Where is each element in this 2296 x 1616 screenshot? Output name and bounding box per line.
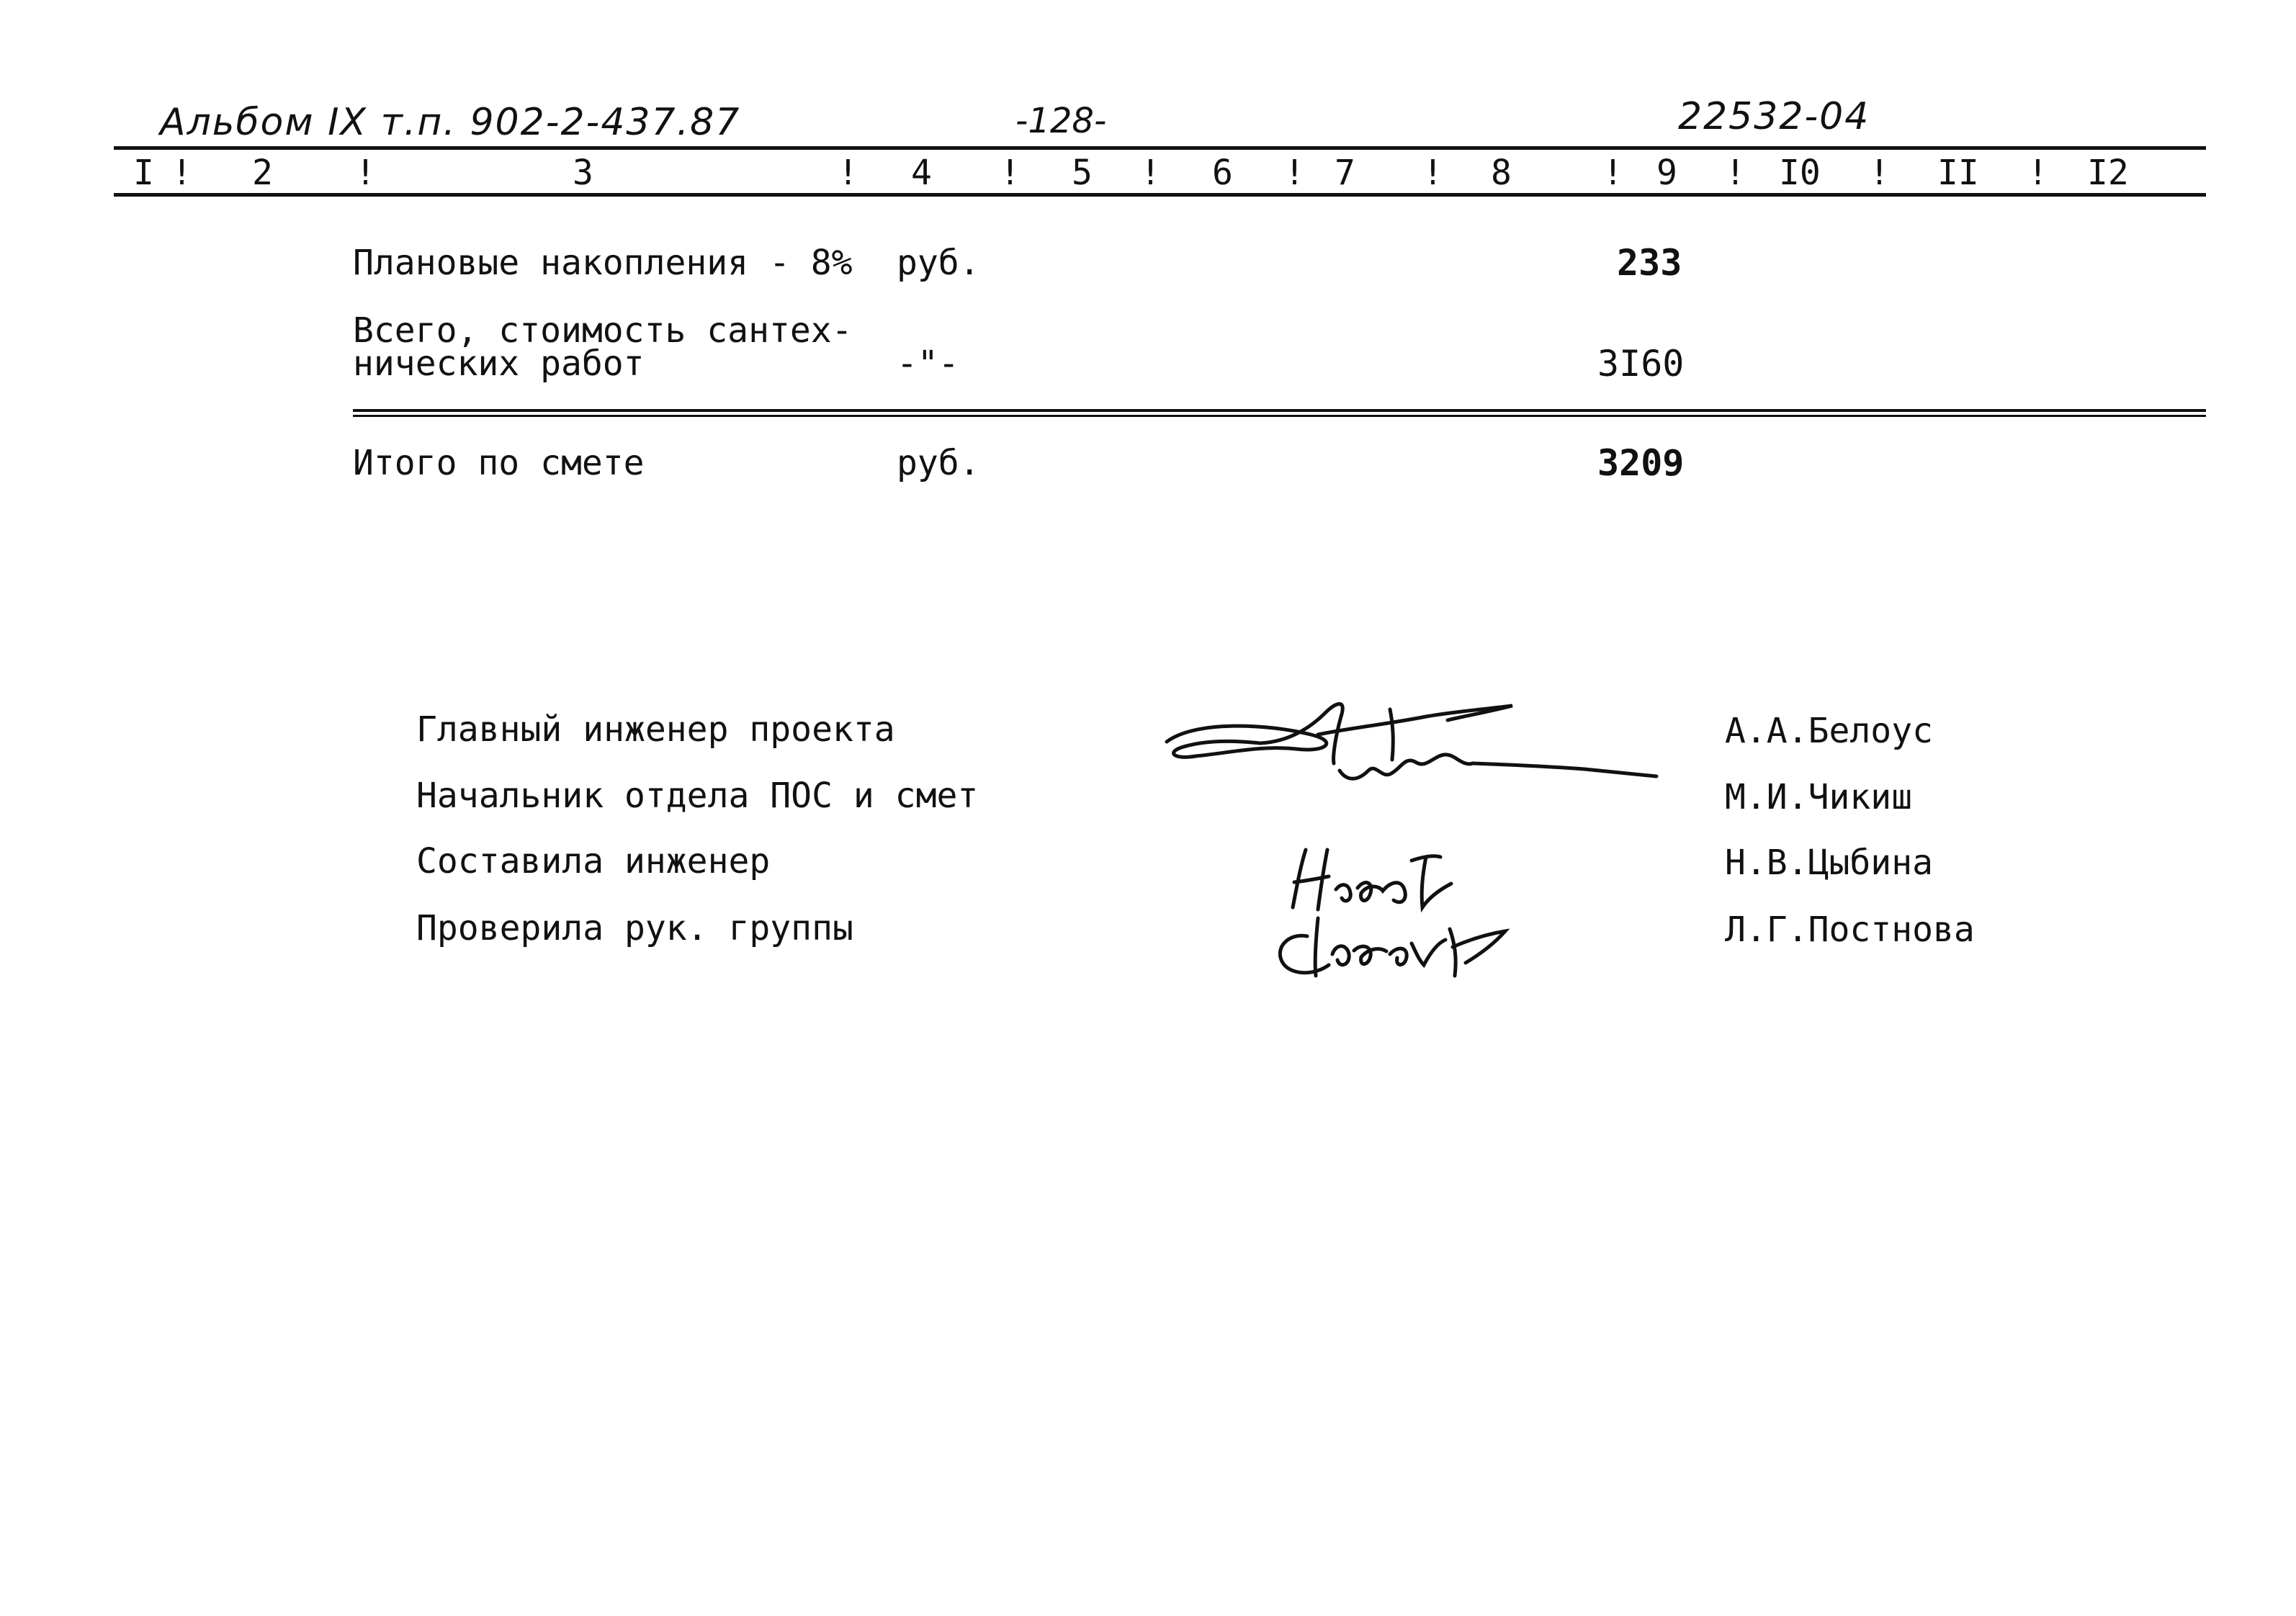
total-rule	[353, 415, 2206, 417]
row-value: 3I60	[1597, 343, 1685, 385]
column-separator: !	[1422, 153, 1443, 193]
column-number: 9	[1656, 153, 1677, 193]
album-reference: Альбом IX т.п. 902-2-437.87	[160, 101, 741, 144]
row-value: 233	[1617, 242, 1682, 284]
column-separator: !	[2027, 153, 2048, 193]
column-separator: !	[1725, 153, 1746, 193]
signature-name: Н.В.Цыбина	[1725, 843, 1933, 883]
column-separator: !	[1140, 153, 1161, 193]
column-separator: !	[838, 153, 858, 193]
row-unit: руб.	[897, 443, 980, 483]
column-number: 6	[1212, 153, 1233, 193]
signature-role: Начальник отдела ПОС и смет	[416, 776, 979, 816]
document-code: 22532-04	[1678, 95, 1870, 138]
signature-role: Проверила рук. группы	[416, 908, 853, 948]
column-number: 5	[1072, 153, 1093, 193]
column-number: 2	[252, 153, 273, 193]
page-number: -128-	[1015, 101, 1107, 141]
header-top-rule	[114, 146, 2206, 150]
column-number: I0	[1779, 153, 1821, 193]
signature-role: Главный инженер проекта	[416, 709, 895, 750]
column-separator: !	[1000, 153, 1021, 193]
column-number: 7	[1335, 153, 1355, 193]
signature-scribble-chief-engineer	[1152, 684, 1671, 814]
column-separator: !	[1284, 153, 1305, 193]
row-unit: руб.	[897, 243, 980, 283]
signature-name: Л.Г.Постнова	[1725, 910, 1975, 950]
column-separator: !	[1602, 153, 1623, 193]
column-separator: !	[1869, 153, 1890, 193]
column-number: I2	[2087, 153, 2129, 193]
row-unit: -"-	[897, 344, 959, 384]
column-number: II	[1937, 153, 1979, 193]
row-name-line2: нических работ	[353, 344, 645, 384]
signature-scribble-group-lead	[1264, 904, 1538, 997]
column-number: 3	[573, 153, 593, 193]
row-name: Плановые накопления - 8%	[353, 243, 853, 283]
column-number: I	[133, 153, 154, 193]
signature-role: Составила инженер	[416, 841, 771, 881]
row-name-line1: Всего, стоимость сантех-	[353, 310, 853, 351]
signature-name: М.И.Чикиш	[1725, 777, 1913, 817]
column-separator: !	[355, 153, 376, 193]
row-value: 3209	[1597, 442, 1685, 484]
row-name: Итого по смете	[353, 443, 645, 483]
column-separator: !	[171, 153, 192, 193]
column-number: 8	[1491, 153, 1512, 193]
signature-name: А.А.Белоус	[1725, 711, 1933, 751]
header-bottom-rule	[114, 193, 2206, 197]
total-rule	[353, 409, 2206, 412]
column-number: 4	[911, 153, 932, 193]
